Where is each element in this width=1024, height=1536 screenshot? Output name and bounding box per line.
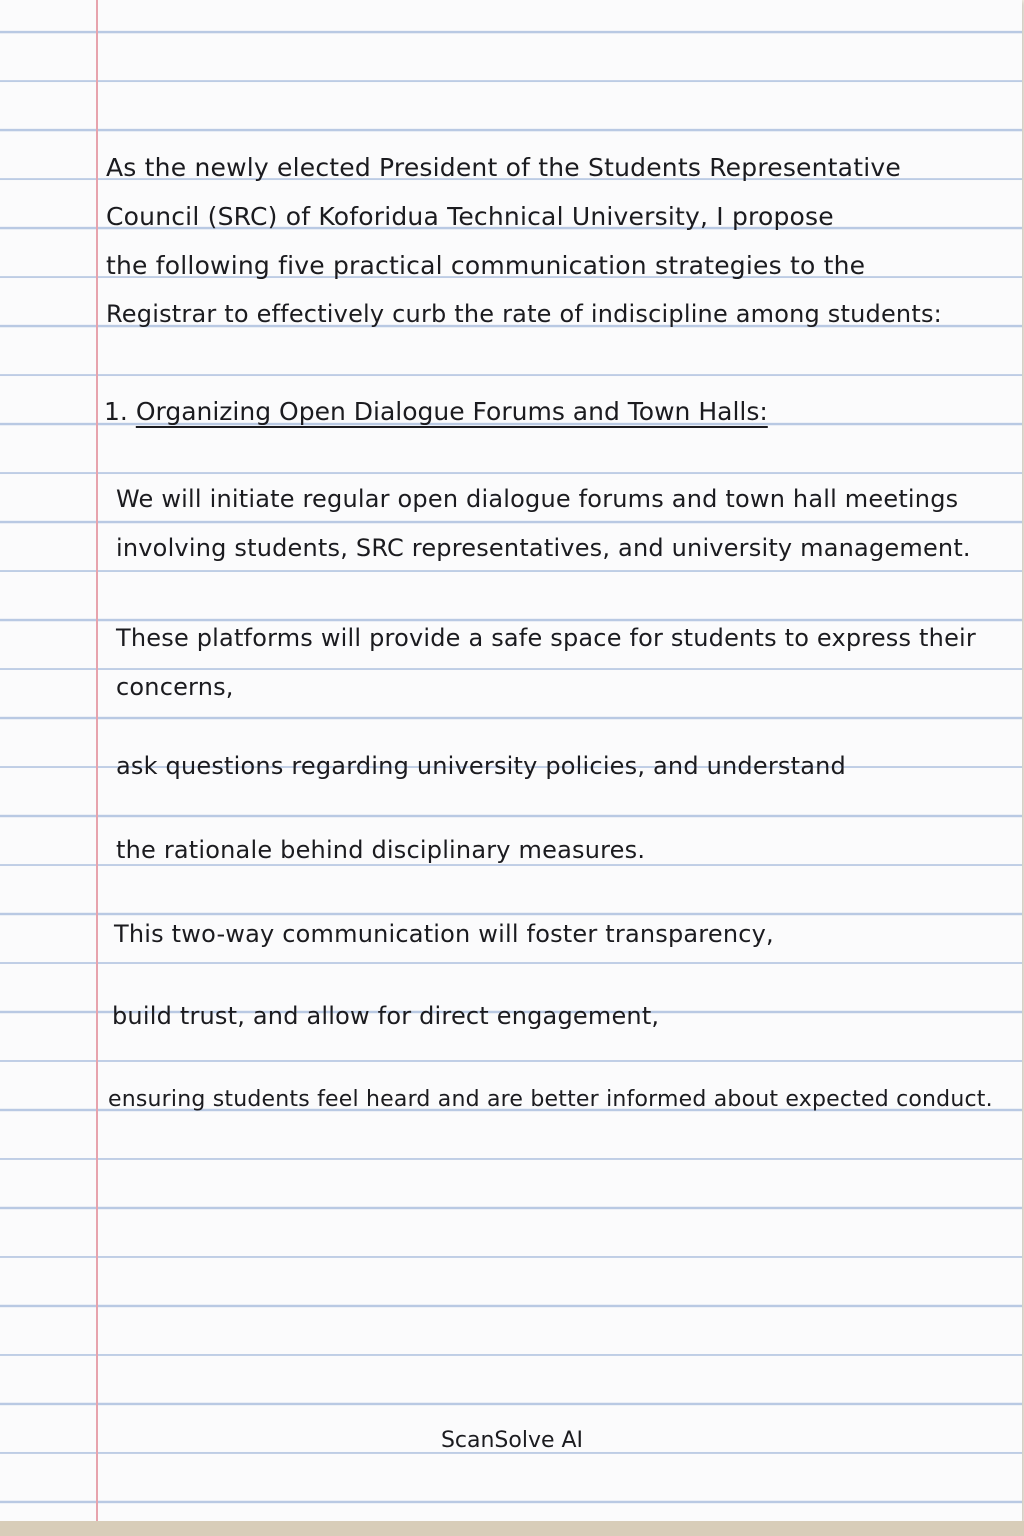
body-line-9: ensuring students feel heard and are better informed about expected conduct. (108, 1087, 993, 1112)
body-line-3: These platforms will provide a safe space for students to express their (116, 624, 976, 652)
body-line-5: ask questions regarding university policies, and understand (116, 752, 846, 780)
intro-line-2: Council (SRC) of Koforidua Technical University, I propose (106, 202, 834, 231)
section-number: 1. (104, 397, 128, 426)
section-title: Organizing Open Dialogue Forums and Town Halls: (135, 397, 768, 426)
footer-brand: ScanSolve AI (440, 1428, 584, 1453)
body-line-1: We will initiate regular open dialogue forums and town hall meetings (116, 485, 959, 513)
intro-line-4: Registrar to effectively curb the rate of indiscipline among students: (106, 300, 942, 328)
body-line-6: the rationale behind disciplinary measures. (116, 836, 646, 864)
body-line-7: This two-way communication will foster transparency, (114, 920, 774, 948)
body-line-4: concerns, (116, 673, 234, 701)
body-line-8: build trust, and allow for direct engagement, (112, 1002, 660, 1030)
desk-edge (0, 1521, 1024, 1536)
intro-line-3: the following five practical communication strategies to the (106, 251, 866, 280)
margin-line (96, 0, 98, 1521)
body-line-2: involving students, SRC representatives, and university management. (116, 534, 971, 562)
intro-line-1: As the newly elected President of the Students Representative (106, 153, 901, 182)
section-heading (104, 397, 768, 426)
